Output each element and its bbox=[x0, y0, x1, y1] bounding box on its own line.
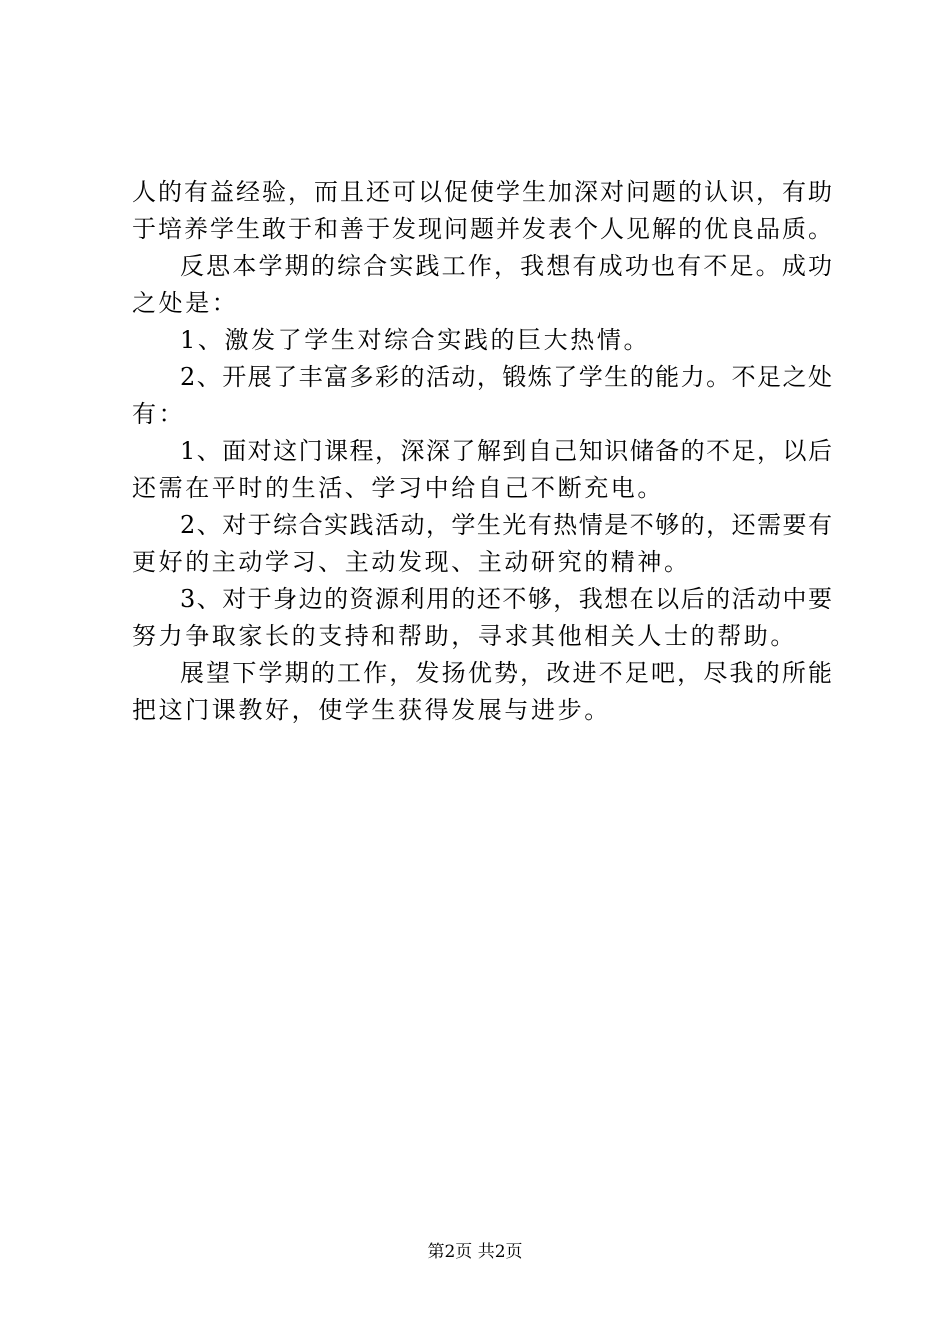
text-line: 还需在平时的生活、学习中给自己不断充电。 bbox=[132, 474, 664, 502]
text-line: 2、对于综合实践活动，学生光有热情是不够的，还需要有 bbox=[180, 511, 832, 539]
text-line: 努力争取家长的支持和帮助，寻求其他相关人士的帮助。 bbox=[132, 622, 797, 650]
text-line: 于培养学生敢于和善于发现问题并发表个人见解的优良品质。 bbox=[132, 215, 832, 243]
text-line: 反思本学期的综合实践工作，我想有成功也有不足。成功 bbox=[180, 252, 832, 280]
text-line: 有： bbox=[132, 400, 186, 428]
text-line: 1、面对这门课程，深深了解到自己知识储备的不足，以后 bbox=[180, 437, 832, 465]
text-line: 把这门课教好，使学生获得发展与进步。 bbox=[132, 696, 611, 724]
text-line: 更好的主动学习、主动发现、主动研究的精神。 bbox=[132, 548, 691, 576]
text-line: 人的有益经验，而且还可以促使学生加深对问题的认识，有助 bbox=[132, 178, 832, 206]
page-number-footer: 第2页 共2页 bbox=[427, 1242, 523, 1262]
text-line: 之处是： bbox=[132, 289, 239, 317]
document-body bbox=[132, 174, 832, 729]
text-line: 3、对于身边的资源利用的还不够，我想在以后的活动中要 bbox=[180, 585, 832, 613]
text-line: 1、激发了学生对综合实践的巨大热情。 bbox=[180, 326, 651, 354]
text-line: 2、开展了丰富多彩的活动，锻炼了学生的能力。不足之处 bbox=[180, 363, 832, 391]
text-line: 展望下学期的工作，发扬优势，改进不足吧，尽我的所能 bbox=[180, 659, 832, 687]
